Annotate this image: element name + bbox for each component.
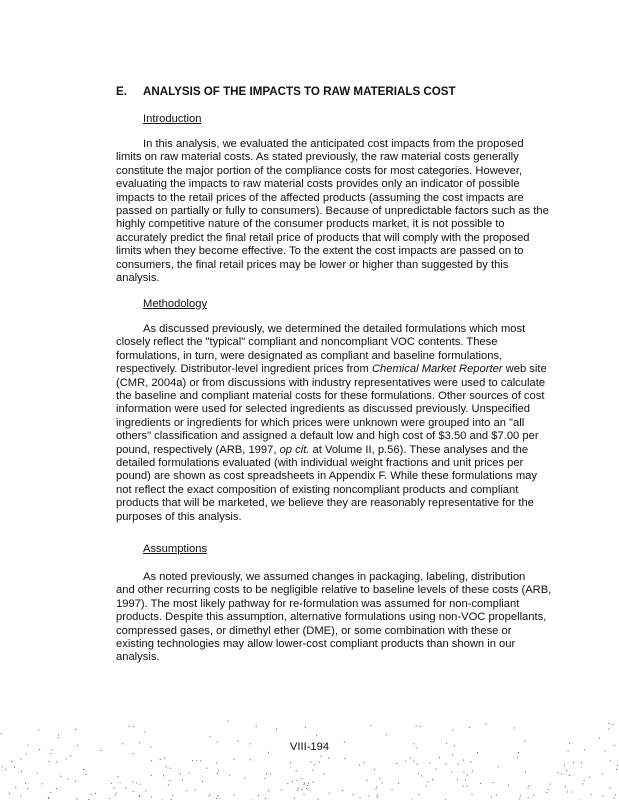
text-line: products that will be marketed, we believe they are reasonably representative for the [116, 497, 534, 510]
speck [573, 762, 574, 763]
speck [202, 781, 203, 782]
text-line: consumers, the final retail prices may be lower or higher than suggested by this [116, 258, 509, 271]
speck [294, 798, 295, 799]
speck [329, 793, 330, 794]
speck [109, 798, 110, 799]
speck [457, 779, 458, 780]
speck [68, 778, 69, 779]
speck [166, 766, 167, 767]
speck [491, 797, 492, 798]
speck [76, 798, 77, 799]
speck [432, 779, 433, 780]
speck [270, 774, 271, 775]
text-line [116, 363, 546, 376]
speck [417, 764, 418, 765]
speck [546, 792, 547, 793]
speck [58, 734, 59, 735]
speck [520, 795, 521, 796]
speck [528, 785, 529, 786]
speck [20, 758, 21, 759]
speck [189, 772, 190, 773]
speck [192, 760, 193, 761]
text-line: ingredients or ingredients for which prices were unknown were grouped into an "all [116, 416, 525, 429]
speck [375, 789, 376, 790]
speck [558, 772, 559, 773]
speck [66, 759, 67, 760]
speck [265, 778, 266, 779]
speck [170, 768, 171, 769]
speck [312, 770, 313, 771]
speck [304, 784, 305, 785]
speck [139, 796, 140, 797]
text-line: In this analysis, we evaluated the anticipated cost impacts from the proposed [143, 138, 524, 150]
text-line: analysis. [116, 272, 160, 285]
speck [369, 796, 370, 797]
speck [493, 782, 494, 783]
speck [292, 781, 293, 782]
speck [371, 725, 372, 726]
speck [216, 798, 217, 799]
speck [145, 790, 146, 791]
speck [170, 780, 171, 781]
speck [451, 772, 452, 773]
speck [298, 788, 299, 789]
speck [56, 788, 57, 789]
speck [312, 782, 313, 783]
speck [216, 763, 217, 764]
speck [268, 790, 269, 791]
speck [244, 778, 245, 779]
text-line: and other recurring costs to be negligible relative to baseline levels of these costs (ARB, [116, 584, 552, 597]
speck [353, 794, 354, 795]
speck [111, 783, 112, 784]
introduction-paragraph [116, 138, 549, 285]
speck [311, 761, 312, 762]
speck [439, 757, 440, 758]
speck [465, 779, 466, 780]
speck [374, 769, 375, 770]
speck [319, 762, 320, 763]
text-line: purposes of this analysis. [116, 510, 242, 523]
speck [480, 783, 481, 784]
speck [427, 782, 428, 783]
page-number: VIII-194 [289, 741, 330, 753]
speck [377, 795, 378, 796]
speck [297, 780, 298, 781]
speck [1, 733, 2, 734]
speck [118, 776, 119, 777]
speck [38, 729, 39, 730]
speck [133, 791, 134, 792]
methodology-paragraph [116, 323, 546, 524]
section-title: ANALYSIS OF THE IMPACTS TO RAW MATERIALS COST [143, 85, 456, 98]
speck [517, 757, 518, 758]
speck [392, 789, 393, 790]
speck [420, 726, 421, 727]
speck [419, 794, 420, 795]
text-line: products. Despite this assumption, alternative formulations using non-VOC propellants, [116, 611, 547, 624]
text-line: limits on raw material costs. As stated previously, the raw material costs generally [116, 151, 519, 164]
speck [496, 795, 497, 796]
speck [57, 761, 58, 762]
speck [566, 770, 567, 771]
speck [429, 763, 430, 764]
speck [471, 761, 472, 762]
speck [616, 769, 617, 770]
citation-italic: op cit. [279, 443, 310, 456]
text-line: not reflect the exact composition of existing noncompliant products and compliant [116, 483, 519, 496]
speck [60, 776, 61, 777]
speck [151, 775, 152, 776]
speck [304, 783, 305, 784]
speck [567, 792, 568, 793]
speck [314, 764, 315, 765]
text-line: As discussed previously, we determined the detailed formulations which most [143, 323, 526, 335]
speck [140, 784, 141, 785]
speck [498, 766, 499, 767]
speck [561, 774, 562, 775]
speck [217, 795, 218, 796]
speck [614, 798, 615, 799]
speck [467, 786, 468, 787]
speck [548, 789, 549, 790]
assumptions-heading: Assumptions [143, 543, 208, 555]
speck [410, 758, 411, 759]
speck [386, 734, 387, 735]
text-line [116, 444, 546, 457]
speck [366, 780, 367, 781]
speck [234, 794, 235, 795]
speck [571, 792, 572, 793]
speck [120, 782, 121, 783]
speck [210, 736, 211, 737]
text-line: passed on partially or fully to consumers). Because of unpredictable factors such as the [116, 205, 549, 218]
speck [302, 789, 303, 790]
speck [615, 795, 616, 796]
speck [376, 787, 377, 788]
methodology-heading: Methodology [143, 298, 208, 310]
speck [50, 753, 51, 754]
text-run: web site [502, 363, 547, 376]
speck [266, 773, 267, 774]
text-line: evaluating the impacts to raw material costs provides only an indicator of possible [116, 178, 520, 191]
speck [308, 783, 309, 784]
text-line: accurately predict the final retail price of products that will comply with the proposed [116, 231, 530, 244]
speck [426, 786, 427, 787]
speck [160, 759, 161, 760]
speck [195, 789, 196, 790]
speck [591, 794, 592, 795]
speck [609, 723, 610, 724]
speck [418, 773, 419, 774]
speck [602, 795, 603, 796]
speck [610, 760, 611, 761]
speck [182, 779, 183, 780]
speck [196, 760, 197, 761]
speck [396, 763, 397, 764]
speck [307, 785, 308, 786]
speck [472, 771, 473, 772]
speck [344, 758, 345, 759]
speck [599, 737, 600, 738]
speck [126, 788, 127, 789]
speck [301, 778, 302, 779]
speck [14, 767, 15, 768]
speck [565, 786, 566, 787]
speck [508, 785, 509, 786]
assumptions-paragraph [116, 571, 552, 665]
speck [86, 774, 87, 775]
text-line: highly competitive nature of the consumer products market, it is not possible to [116, 218, 505, 231]
speck [229, 775, 230, 776]
speck [132, 753, 133, 754]
speck [25, 783, 26, 784]
speck [613, 724, 614, 725]
speck [227, 721, 228, 722]
speck [550, 784, 551, 785]
speck [458, 764, 459, 765]
speck [234, 759, 235, 760]
speck [519, 798, 520, 799]
text-line: limits when they become effective. To the extent the cost impacts are passed on to [116, 245, 524, 258]
speck [58, 737, 59, 738]
speck [116, 793, 117, 794]
speck [91, 794, 92, 795]
speck [217, 773, 218, 774]
speck [132, 781, 133, 782]
speck [151, 796, 152, 797]
text-line: existing technologies may allow lower-cost compliant products than shown in our [116, 638, 516, 651]
speck [200, 760, 201, 761]
speck [584, 780, 585, 781]
speck [12, 761, 13, 762]
speck [602, 774, 603, 775]
speck [250, 759, 251, 760]
section-letter: E. [116, 85, 127, 98]
speck [360, 797, 361, 798]
text-line: compressed gases, or dimethyl ether (DME), or some combination with these or [116, 624, 512, 637]
speck [617, 765, 618, 766]
speck [218, 771, 219, 772]
text-line: others" classification and assigned a default low and high cost of $3.50 and $7.00 per [116, 430, 539, 443]
speck [48, 798, 49, 799]
speck [533, 795, 534, 796]
speck [463, 772, 464, 773]
speck [49, 761, 50, 762]
text-line: 1997). The most likely pathway for re-formulation was assumed for non-compliant [116, 597, 520, 610]
speck [136, 783, 137, 784]
speck [486, 723, 487, 724]
text-line: closely reflect the "typical" compliant and noncompliant VOC contents. These [116, 336, 498, 349]
speck [151, 760, 152, 761]
speck [5, 769, 6, 770]
speck [256, 726, 257, 727]
speck [129, 726, 130, 727]
speck [463, 760, 464, 761]
speck [608, 729, 609, 730]
speck [133, 726, 134, 727]
speck [48, 797, 49, 798]
speck [359, 765, 360, 766]
speck [287, 783, 288, 784]
speck [306, 788, 307, 789]
speck [145, 732, 146, 733]
speck [26, 754, 27, 755]
speck [172, 795, 173, 796]
speck [296, 771, 297, 772]
speck [582, 783, 583, 784]
speck [413, 761, 414, 762]
text-run: pound, respectively (ARB, 1997, [116, 443, 280, 456]
speck [41, 783, 42, 784]
speck [290, 762, 291, 763]
speck [376, 797, 377, 798]
speck [258, 795, 259, 796]
speck [304, 794, 305, 795]
speck [452, 754, 453, 755]
speck [610, 787, 611, 788]
speck [382, 783, 383, 784]
speck [168, 785, 169, 786]
speck [115, 795, 116, 796]
speck [21, 771, 22, 772]
text-line: pound) are shown as cost spreadsheets in Appendix F. While these formulations may [116, 470, 537, 483]
speck [281, 790, 282, 791]
speck [463, 786, 464, 787]
introduction-heading: Introduction [143, 113, 202, 125]
speck [421, 776, 422, 777]
speck [323, 774, 324, 775]
speck [364, 762, 365, 763]
speck [75, 729, 76, 730]
speck [163, 775, 164, 776]
speck [379, 778, 380, 779]
speck [528, 787, 529, 788]
text-line: formulations, in turn, were designated as compliant and baseline formulations, [116, 349, 503, 362]
speck [467, 774, 468, 775]
speck [164, 758, 165, 759]
publication-title: Chemical Market Reporter [371, 363, 503, 376]
speck [75, 781, 76, 782]
speck [139, 795, 140, 796]
speck [180, 773, 181, 774]
text-line: the baseline and compliant material costs for these formulations. Other sources of cost [116, 390, 545, 403]
speck [50, 792, 51, 793]
text-line: As noted previously, we assumed changes in packaging, labeling, distribution [143, 571, 526, 583]
speck [342, 790, 343, 791]
text-line: analysis. [116, 651, 160, 664]
speck [95, 793, 96, 794]
speck [27, 788, 28, 789]
speck [9, 793, 10, 794]
text-run: respectively. Distributor-level ingredient prices from [116, 363, 372, 376]
speck [528, 797, 529, 798]
speck [452, 730, 453, 731]
text-line: information were used for selected ingredients as discussed previously. Unspecified [116, 403, 530, 416]
text-run: at Volume II, p.56). These analyses and the [309, 443, 529, 456]
speck [564, 765, 565, 766]
speck [569, 775, 570, 776]
speck [445, 763, 446, 764]
speck [206, 768, 207, 769]
speck [276, 728, 277, 729]
speck [305, 727, 306, 728]
speck [297, 790, 298, 791]
speck [436, 768, 437, 769]
speck [581, 762, 582, 763]
speck [2, 766, 3, 767]
speck [328, 758, 329, 759]
text-line: impacts to the retail prices of the affected products (assuming the cost impacts are [116, 191, 524, 204]
speck [525, 771, 526, 772]
text-line: constitute the major portion of the compliance costs for most categories. However, [116, 164, 523, 177]
speck [514, 727, 515, 728]
speck [398, 783, 399, 784]
speck [186, 790, 187, 791]
text-line: detailed formulations evaluated (with individual weight fractions and unit prices per [116, 457, 524, 470]
speck [209, 796, 210, 797]
speck [469, 727, 470, 728]
speck [37, 773, 38, 774]
speck [405, 760, 406, 761]
speck [316, 735, 317, 736]
speck [114, 787, 115, 788]
text-line: (CMR, 2004a) or from discussions with industry representatives were used to calculate [116, 376, 546, 389]
speck [209, 794, 210, 795]
speck [70, 756, 71, 757]
speck [15, 787, 16, 788]
speck [472, 794, 473, 795]
speck [320, 756, 321, 757]
speck [83, 769, 84, 770]
speck [589, 777, 590, 778]
speck [416, 725, 417, 726]
speck [265, 798, 266, 799]
speck [20, 795, 21, 796]
